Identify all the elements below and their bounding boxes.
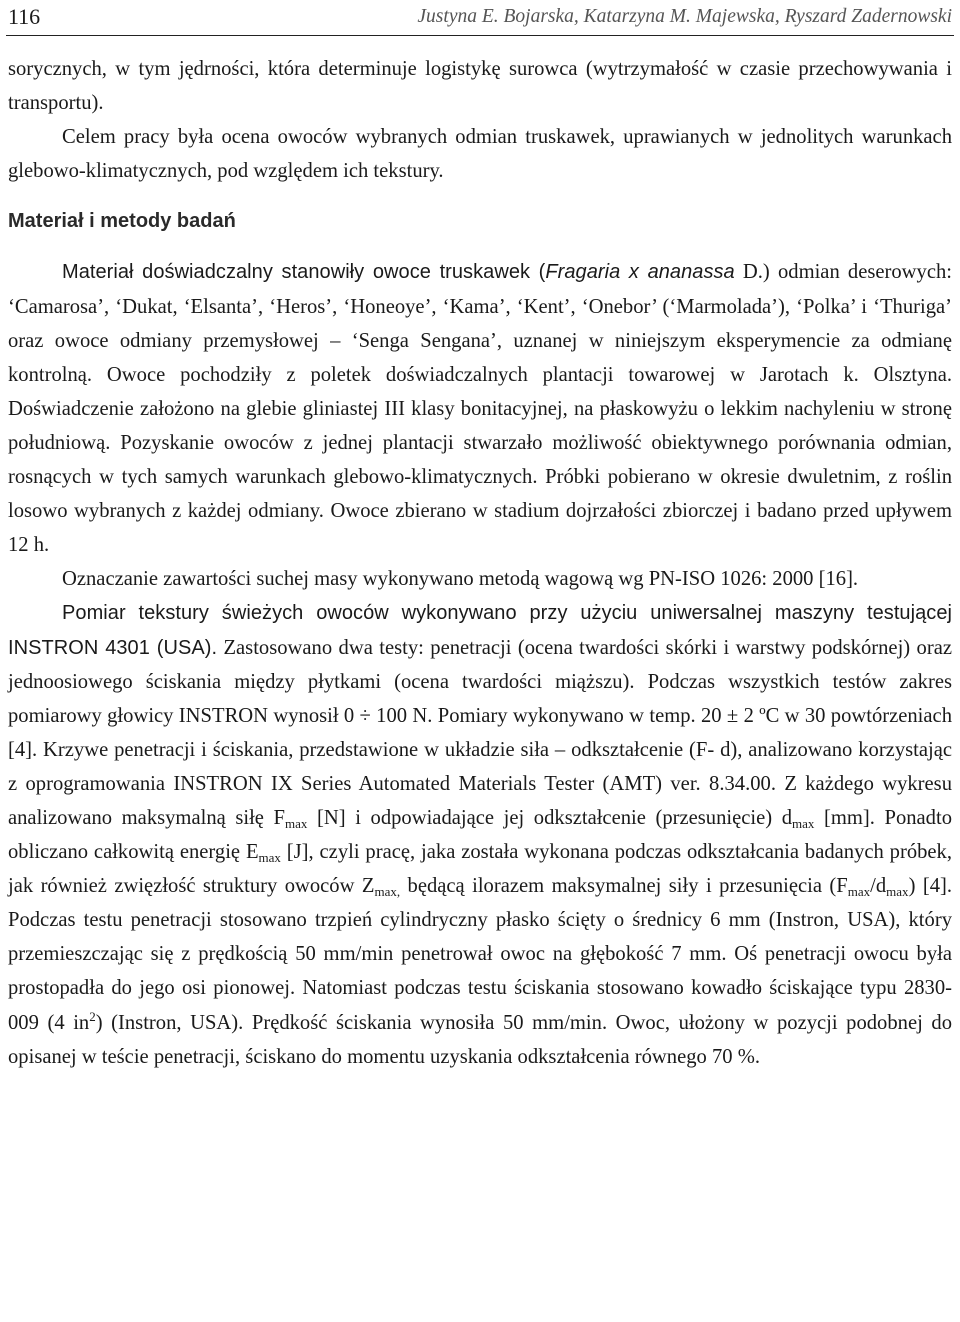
paragraph-texture: Pomiar tekstury świeżych owoców wykonywano przy użyciu uniwersalnej maszyny testującej INSTRON 4301 (USA). Zastosowano dwa testy: penetracji (ocena twardości skórki i warstwy podskórnej) oraz jednoosiowego ściskania między płytkami (ocena twardości miąższu). Podczas wszystkich testów zakres pomiarowy głowicy INSTRON wynosił 0 ÷ 100 N. Pomiary wykonywano w temp. 20 ± 2 ºC w 30 powtórzeniach [4]. Krzywe penetracji i ściskania, przedstawione w układzie siła – odkształcenie (F- d), analizowano korzystając z oprogramowania INSTRON IX Series Automated Materials Tester (AMT) ver. 8.34.00. Z każdego wykresu analizowano maksymalną siłę $F_{max}$ [N] i odpowiadające jej odkształcenie (przesunięcie) $d_{max}$ [mm]. Ponadto obliczano całkowitą energię $E_{max}$ [J], czyli pracę, jaka została wykonana podczas odkształcania badanych próbek, jak również zwięzłość struktury owoców $Z_{max,}$ będącą ilorazem maksymalnej siły i przesunięcia $(F_{max}/d_{max})$ [4]. Podczas testu penetracji stosowano trzpień cylindryczny płasko ścięty o średnicy 6 mm (Instron, USA), który przemieszczając się z prędkością 50 mm/min penetrował owoc na głębokość 7 mm. Oś penetracji owocu była prostopadła do jego osi pionowej. Natomiast podczas testu ściskania stosowano kowadło ściskające typu 2830-009 (4 $in^2$) (Instron, USA). Prędkość ściskania wynosiła 50 mm/min. Owoc, ułożony w pozycji podobnej do opisanej w teście penetracji, ściskano do momentu uzyskania odkształcenia równego 70 %. <box>8 602 953 1068</box>
subscript-max: max, <box>374 884 401 900</box>
body-text <box>8 52 952 1074</box>
paragraph-material <box>8 255 952 562</box>
material-text-varieties: D.) odmian deserowych: ‘Camarosa’, ‘Dukat, ‘Elsanta’, ‘Heros’, ‘Honeoye’, ‘Kama’, ‘Kent’, ‘Onebor’ (‘Marmolada’), ‘Polka’ i ‘Thuriga’ oraz owoce odmiany przemysłowej – ‘Senga Sengana’, uznanej w niniejszym eksperymencie za odmianę kontrolną. Owoce pochodziły z poletek doświadczalnych plantacji towarowej w Jarotach k. Olsztyna. <box>8 261 952 386</box>
texture-text-intro: Pomiar tekstury świeżych owoców wykonywano przy użyciu uniwersalnej maszyny testującej INSTRON 4301 (USA). <box>8 602 952 659</box>
paragraph-dry-matter: Oznaczanie zawartości suchej masy wykonywano metodą wagową wg PN-ISO 1026: 2000 [16]. <box>62 568 859 591</box>
paragraph-aim: Celem pracy była ocena owoców wybranych odmian truskawek, uprawianych w jednolitych warunkach glebowo-klimatycznych, pod względem ich tekstury. <box>8 126 952 183</box>
subscript-max: max <box>847 884 871 900</box>
page-number: 116 <box>8 4 41 29</box>
subscript-max: max <box>792 815 815 831</box>
material-text-experiment: Doświadczenie założono na glebie gliniastej III klasy bonitacyjnej, na płaskowyżu o lekkim nachyleniu w stronę południową. Pozyskanie owoców z jednej plantacji stwarzało możliwość obiektywnego porównania odmian, rosnących w tych samych warunkach glebowo-klimatycznych. Próbki pobierano w okresie dwuletnim, z roślin losowo wybranych z każdej odmiany. Owoce zbierano w stadium dojrzałości zbiorczej i badano przed upływem 12 h. <box>8 397 952 557</box>
subscript-max: max <box>258 850 281 866</box>
species-name: Fragaria x ananassa <box>545 261 735 284</box>
material-text-intro: Materiał doświadczalny stanowiły owoce truskawek (Fragaria x ananassa <box>62 261 735 284</box>
paragraph-continuation: sorycznych, w tym jędrności, która determinuje logistykę surowca (wytrzymałość w czasie przechowywania i transportu). <box>8 58 952 115</box>
section-heading: Materiał i metody badań <box>8 210 236 233</box>
superscript-2: 2 <box>89 1008 96 1024</box>
header-rule <box>6 35 954 36</box>
running-header <box>8 2 952 32</box>
subscript-max: max <box>285 815 308 831</box>
subscript-max: max <box>886 884 909 900</box>
running-header-authors: Justyna E. Bojarska, Katarzyna M. Majewska, Ryszard Zadernowski <box>417 6 952 27</box>
